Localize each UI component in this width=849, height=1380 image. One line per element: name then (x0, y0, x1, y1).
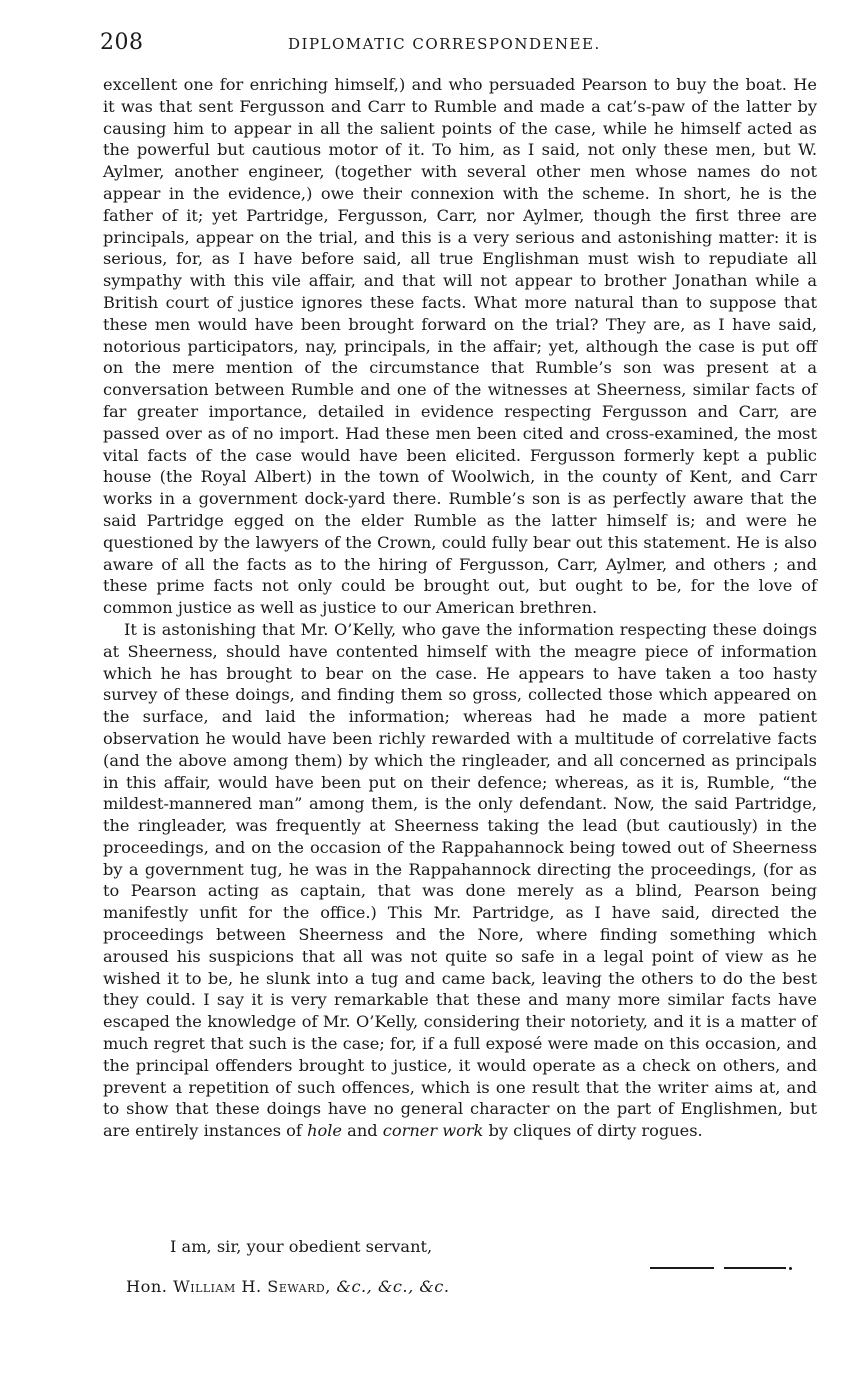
running-head: DIPLOMATIC CORRESPONDENEE. (288, 35, 601, 53)
addressee-line (126, 1276, 449, 1298)
paragraph-2-ending: by cliques of dirty rogues. (488, 1121, 703, 1141)
paragraph-2-text: It is astonishing that Mr. O’Kelly, who gave the information respecting these doings at Sheerness, should have contented himself with the meagre piece of information which he has brought to bear on the case. He appears to have taken a too hasty survey of these doings, and finding them so gross, collected those which appeared on the surface, and laid the information; whereas had he made a more patient observation he would have been richly rewarded with a multitude of correlative facts (and the above among them) by which the ringleader, and all concerned as principals in this affair, would have been put on their defence; whereas, as it is, Rumble, “the mildest-mannered man” among them, is the only defendant. Now, the said Partridge, the ringleader, was frequently at Sheerness taking the lead (but cautiously) in the proceedings, and on the occasion of the Rappahannock being towed out of Sheerness by a government tug, he was in the Rappahannock directing the proceedings, (for as to Pearson acting as captain, that was done merely as a blind, Pearson being manifestly unfit for the office.) This Mr. Partridge, as I have said, directed the proceedings between Sheerness and the Nore, where finding something which aroused his suspicions that all was not quite so safe in a legal point of view as he wished it to be, he slunk into a tug and came back, leaving the others to do the best they could. I say it is very remarkable that these and many more similar facts have escaped the knowledge of Mr. O’Kelly, considering their notoriety, and it is a matter of much regret that such is the case; for, if a full exposé were made on this occasion, and the principal offenders brought to justice, it would operate as a check on others, and prevent a repetition of such offences, which is one result that the writer aims at, and to show that these doings have no general character on the part of Englishmen, but are entirely instances of (103, 619, 817, 1141)
paragraph-2 (103, 619, 817, 1142)
signature-period (789, 1267, 792, 1270)
signature-dash-2 (724, 1267, 786, 1269)
paragraph-2-connector: and (347, 1121, 378, 1141)
signature-dash-1 (650, 1267, 714, 1269)
italic-phrase-hole: hole (307, 1121, 343, 1141)
addressee-honorific: Hon. (126, 1277, 168, 1296)
page-number: 208 (100, 30, 144, 55)
italic-phrase-corner-work: corner work (382, 1121, 484, 1141)
closing-salutation: I am, sir, your obedient servant, (170, 1237, 433, 1256)
letter-body (103, 74, 817, 1142)
addressee-name: William H. Seward, (173, 1277, 331, 1296)
signature-dashes (650, 1265, 792, 1271)
addressee-etc: &c., &c., &c. (336, 1277, 450, 1296)
paragraph-1: excellent one for enriching himself,) and who persuaded Pearson to buy the boat. He it was that sent Fergusson and Carr to Rumble and made a cat’s-paw of the latter by causing him to appear in all the salient points of the case, while he himself acted as the powerful but cautious motor of it. To him, as I said, not only these men, but W. Aylmer, another engineer, (together with several other men whose names do not appear in the evidence,) owe their connexion with the scheme. In short, he is the father of it; yet Partridge, Fergusson, Carr, nor Aylmer, though the first three are principals, appear on the trial, and this is a very serious and astonishing matter: it is serious, for, as I have before said, all true Englishman must wish to repudiate all sympathy with this vile affair, and that will not appear to brother Jonathan while a British court of justice ignores these facts. What more natural than to suppose that these men would have been brought forward on the trial? They are, as I have said, notorious participators, nay, principals, in the affair; yet, although the case is put off on the mere mention of the circumstance that Rumble’s son was present at a conversation between Rumble and one of the witnesses at Sheerness, similar facts of far greater importance, detailed in evidence respecting Fergusson and Carr, are passed over as of no import. Had these men been cited and cross-examined, the most vital facts of the case would have been elicited. Fergusson formerly kept a public house (the Royal Albert) in the town of Woolwich, in the county of Kent, and Carr works in a government dock-yard there. Rumble’s son is as perfectly aware that the said Partridge egged on the elder Rumble as the latter himself is; and were he questioned by the lawyers of the Crown, could fully bear out this statement. He is also aware of all the facts as to the hiring of Fergusson, Carr, Aylmer, and others ; and these prime facts not only could be brought out, but ought to be, for the love of common justice as well as justice to our American brethren. (103, 75, 817, 618)
